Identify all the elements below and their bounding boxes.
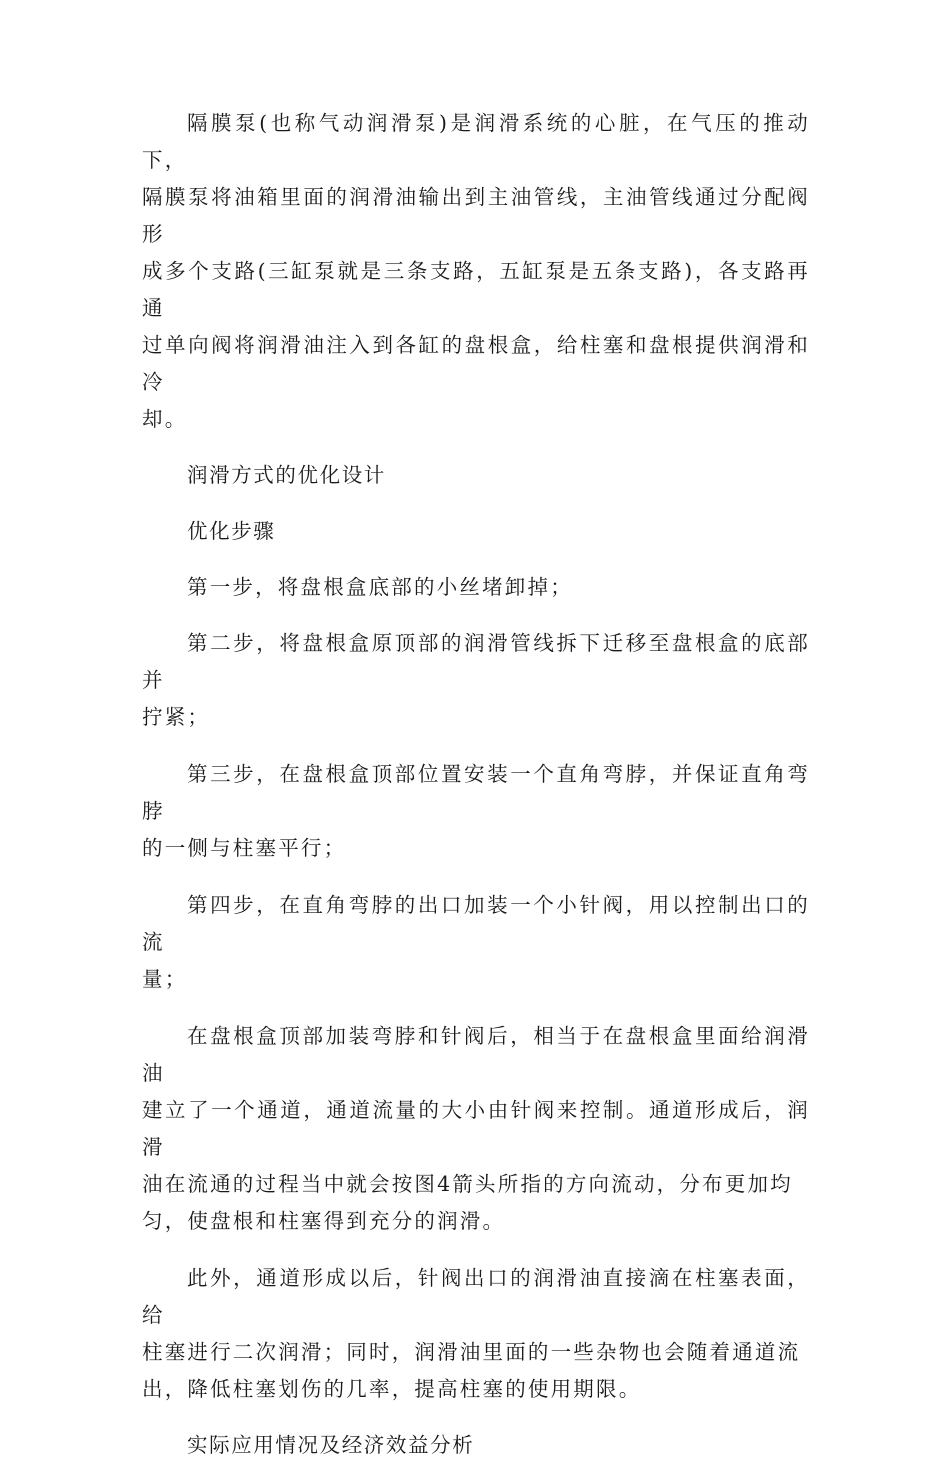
text-line: 的一侧与柱塞平行；	[142, 836, 347, 860]
section-heading-optimization-design	[142, 457, 810, 494]
paragraph-secondary-lubrication	[142, 1260, 810, 1408]
paragraph-step-1	[142, 569, 810, 606]
text-line: 柱塞进行二次润滑；同时，润滑油里面的一些杂物也会随着通道流	[142, 1340, 801, 1364]
text-line: 拧紧；	[142, 705, 211, 729]
text-line: 量；	[142, 967, 188, 991]
text-line: 油在流通的过程当中就会按图4箭头所指的方向流动，分布更加均	[142, 1172, 793, 1196]
section-heading-application-analysis	[142, 1427, 810, 1464]
text-line: 隔膜泵(也称气动润滑泵)是润滑系统的心脏，在气压的推动下，	[142, 111, 810, 172]
text-line: 却。	[142, 407, 188, 431]
text-line: 第二步，将盘根盒原顶部的润滑管线拆下迁移至盘根盒的底部并	[142, 631, 810, 692]
text-line: 匀，使盘根和柱塞得到充分的润滑。	[142, 1209, 506, 1233]
document-page	[142, 105, 810, 1464]
text-line: 第一步，将盘根盒底部的小丝堵卸掉；	[187, 575, 573, 599]
text-line: 成多个支路(三缸泵就是三条支路，五缸泵是五条支路)，各支路再通	[142, 259, 810, 320]
text-line: 此外，通道形成以后，针阀出口的润滑油直接滴在柱塞表面，给	[142, 1266, 810, 1327]
text-line: 实际应用情况及经济效益分析	[187, 1433, 475, 1457]
text-line: 第三步，在盘根盒顶部位置安装一个直角弯脖，并保证直角弯脖	[142, 762, 810, 823]
text-line: 隔膜泵将油箱里面的润滑油输出到主油管线，主油管线通过分配阀形	[142, 185, 810, 246]
paragraph-channel-effect	[142, 1018, 810, 1240]
text-line: 在盘根盒顶部加装弯脖和针阀后，相当于在盘根盒里面给润滑油	[142, 1024, 810, 1085]
paragraph-step-3	[142, 756, 810, 867]
text-line: 过单向阀将润滑油注入到各缸的盘根盒，给柱塞和盘根提供润滑和冷	[142, 333, 810, 394]
text-line: 优化步骤	[187, 519, 276, 543]
text-line: 出，降低柱塞划伤的几率，提高柱塞的使用期限。	[142, 1377, 642, 1401]
section-heading-optimization-steps	[142, 513, 810, 550]
text-line: 建立了一个通道，通道流量的大小由针阀来控制。通道形成后，润滑	[142, 1098, 810, 1159]
paragraph-diaphragm-pump	[142, 105, 810, 438]
text-line: 第四步，在直角弯脖的出口加装一个小针阀，用以控制出口的流	[142, 893, 810, 954]
text-line: 润滑方式的优化设计	[187, 463, 386, 487]
paragraph-step-4	[142, 887, 810, 998]
paragraph-step-2	[142, 625, 810, 736]
